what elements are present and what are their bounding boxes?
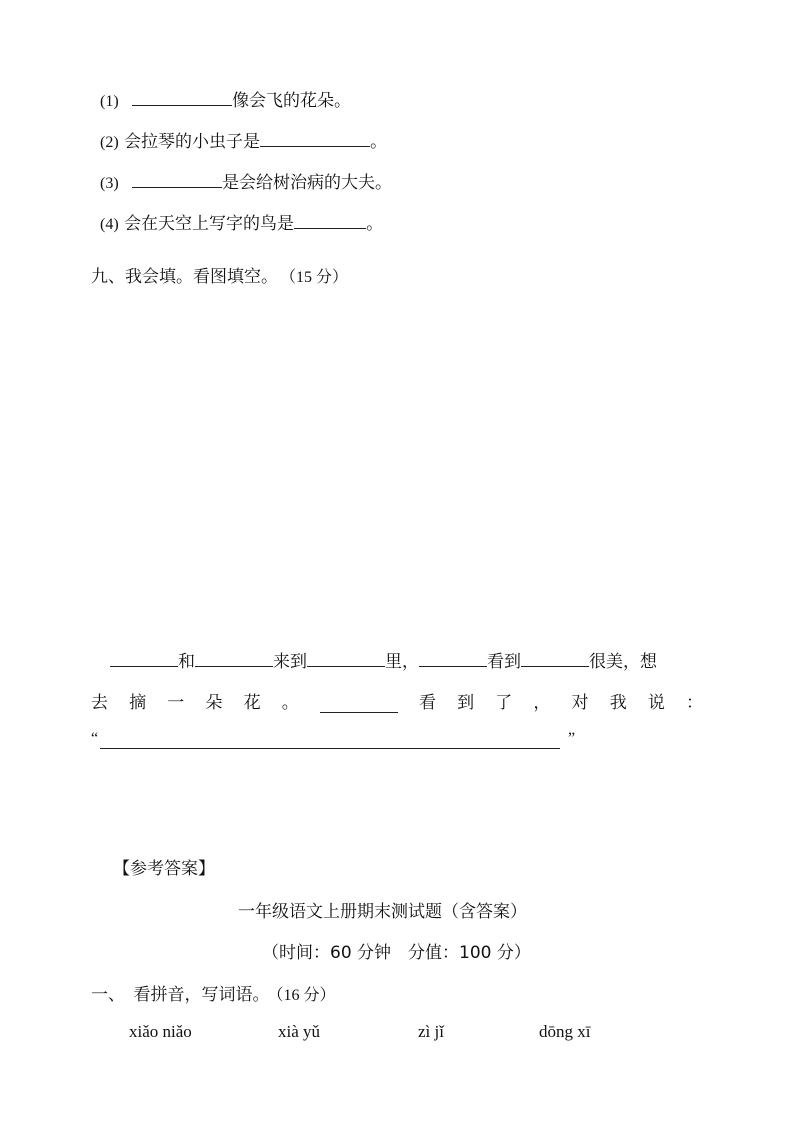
picture-area	[91, 300, 701, 630]
question-punct: 。	[370, 132, 388, 152]
answer-blank[interactable]	[132, 89, 232, 106]
exam-subtitle: （时间：60 分钟 分值：100 分）	[262, 943, 531, 963]
answer-blank[interactable]	[260, 130, 370, 147]
fill-text: 里，	[385, 652, 419, 672]
pinyin-2: xià yǔ	[278, 1022, 321, 1041]
question-text: 会拉琴的小虫子是	[124, 132, 261, 152]
question-punct: 。	[366, 214, 384, 234]
fill-text: 和	[178, 652, 195, 672]
answer-blank[interactable]	[307, 650, 385, 667]
close-quote: ”	[568, 730, 576, 747]
fill-char: ：	[685, 693, 703, 713]
exam-title: 一年级语文上册期末测试题（含答案）	[238, 902, 527, 922]
fill-char: 了	[495, 693, 513, 713]
question-number: (2)	[100, 134, 119, 151]
section-9-heading	[91, 262, 348, 287]
answer-blank[interactable]	[132, 171, 222, 188]
section-title: 九、我会填。看图填空。	[91, 267, 278, 287]
fill-text: 看到	[487, 652, 521, 672]
question-4	[100, 209, 383, 234]
section-score: （16 分）	[275, 987, 336, 1004]
question-1	[100, 86, 351, 111]
fill-char: 一	[167, 693, 185, 713]
fill-char: ，	[533, 693, 551, 713]
question-number: (4)	[100, 216, 119, 233]
section-1-heading	[91, 980, 336, 1005]
fill-char: 说	[647, 693, 665, 713]
question-number: (3)	[100, 175, 119, 192]
pinyin-3: zì jǐ	[418, 1022, 444, 1041]
question-2	[100, 127, 387, 152]
section-title: 一、 看拼音，写词语。	[91, 985, 270, 1005]
pinyin-1: xiǎo niǎo	[129, 1022, 192, 1041]
answer-key-heading: 【参考答案】	[113, 859, 215, 879]
fill-char: 花	[243, 693, 261, 713]
answer-blank[interactable]	[419, 650, 487, 667]
fill-char: 看	[418, 693, 436, 713]
fill-line-1	[110, 647, 657, 672]
fill-text: 来到	[273, 652, 307, 672]
speech-answer-blank[interactable]	[100, 748, 560, 749]
fill-char: 我	[609, 693, 627, 713]
pinyin-4: dōng xī	[539, 1022, 591, 1041]
fill-char: 摘	[129, 693, 147, 713]
question-text: 是会给树治病的大夫。	[222, 173, 393, 193]
question-number: (1)	[100, 93, 119, 110]
fill-line-2	[91, 688, 703, 713]
question-3	[100, 168, 392, 193]
question-text: 像会飞的花朵。	[232, 91, 352, 111]
answer-blank[interactable]	[294, 212, 366, 229]
answer-blank[interactable]	[195, 650, 273, 667]
answer-blank[interactable]	[110, 650, 178, 667]
fill-char: 朵	[205, 693, 223, 713]
answer-blank[interactable]	[320, 696, 398, 713]
question-text: 会在天空上写字的鸟是	[124, 214, 295, 234]
fill-char: 去	[91, 693, 108, 713]
section-score: （15 分）	[288, 269, 349, 286]
open-quote: “	[91, 730, 99, 747]
fill-char: 到	[457, 693, 475, 713]
answer-blank[interactable]	[521, 650, 589, 667]
fill-text: 很美，想	[589, 652, 657, 672]
fill-char: 对	[571, 693, 589, 713]
fill-char: 。	[281, 693, 299, 713]
